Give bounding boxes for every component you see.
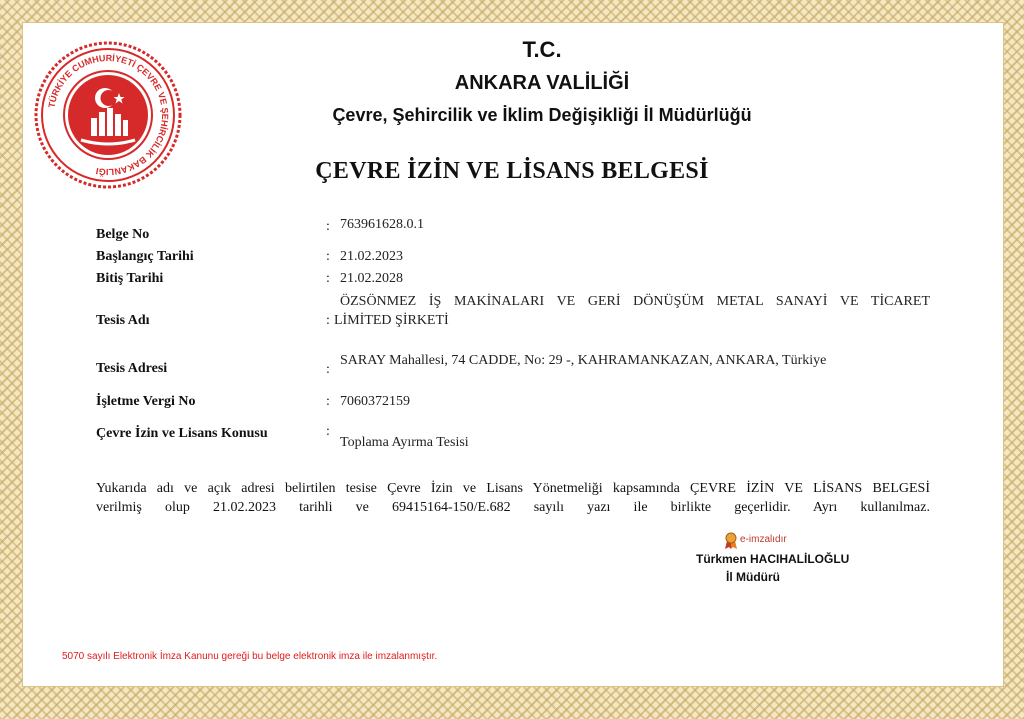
tesis-adi-value-line1: ÖZSÖNMEZ İŞ MAKİNALARI VE GERİ DÖNÜŞÜM METAL SANAYİ VE TİCARET — [340, 294, 930, 309]
document-title: ÇEVRE İZİN VE LİSANS BELGESİ — [315, 158, 709, 184]
tesis-adi-colon: : — [326, 313, 330, 328]
bitis-colon: : — [326, 271, 330, 286]
tesis-adresi-value: SARAY Mahallesi, 74 CADDE, No: 29 -, KAHRAMANKAZAN, ANKARA, Türkiye — [340, 353, 827, 368]
validity-paragraph — [96, 479, 930, 517]
belge-no-label: Belge No — [96, 227, 150, 242]
header-tc: T.C. — [522, 37, 562, 62]
konu-label: Çevre İzin ve Lisans Konusu — [96, 426, 268, 441]
signatory-name: Türkmen HACIHALİLOĞLU — [696, 552, 850, 566]
konu-value: Toplama Ayırma Tesisi — [340, 435, 469, 450]
belge-no-value: 763961628.0.1 — [340, 217, 424, 232]
konu-colon: : — [326, 424, 330, 439]
tesis-adresi-colon: : — [326, 362, 330, 377]
tesis-adresi-label: Tesis Adresi — [96, 361, 168, 376]
e-signature-ribbon-icon — [724, 532, 738, 550]
vergi-no-colon: : — [326, 394, 330, 409]
baslangic-tarihi-label: Başlangıç Tarihi — [96, 249, 194, 264]
signatory-role: İl Müdürü — [726, 570, 780, 584]
tesis-adi-label: Tesis Adı — [96, 313, 150, 328]
belge-no-colon: : — [326, 219, 330, 234]
bitis-tarihi-value: 21.02.2028 — [340, 271, 403, 286]
e-imza-label: e-imzalıdır — [740, 534, 787, 545]
footer-note: 5070 sayılı Elektronik İmza Kanunu gereği bu belge elektronik imza ile imzalanmıştır. — [62, 651, 438, 662]
tesis-adi-value-line2: LİMİTED ŞİRKETİ — [334, 313, 449, 328]
baslangic-tarihi-value: 21.02.2023 — [340, 249, 403, 264]
vergi-no-value: 7060372159 — [340, 394, 410, 409]
header-valilik: ANKARA VALİLİĞİ — [454, 72, 630, 94]
header-mudurluk: Çevre, Şehircilik ve İklim Değişikliği İl Müdürlüğü — [332, 105, 752, 125]
baslangic-colon: : — [326, 249, 330, 264]
paragraph-line-2: verilmiş olup 21.02.2023 tarihli ve 69415164-150/E.682 sayılı yazı ile birlikte geçerlidir. Ayrı kullanılmaz. — [96, 500, 930, 515]
svg-text:TÜRKİYE CUMHURİYETİ ÇEVRE VE Ş: TÜRKİYE CUMHURİYETİ ÇEVRE VE ŞEHİRCİLİK BAKANLIĞI — [46, 52, 171, 178]
vergi-no-label: İşletme Vergi No — [96, 394, 196, 409]
paragraph-line-1: Yukarıda adı ve açık adresi belirtilen tesise Çevre İzin ve Lisans Yönetmeliği kapsamında ÇEVRE İZİN VE LİSANS BELGESİ — [96, 481, 930, 496]
bitis-tarihi-label: Bitiş Tarihi — [96, 271, 164, 286]
